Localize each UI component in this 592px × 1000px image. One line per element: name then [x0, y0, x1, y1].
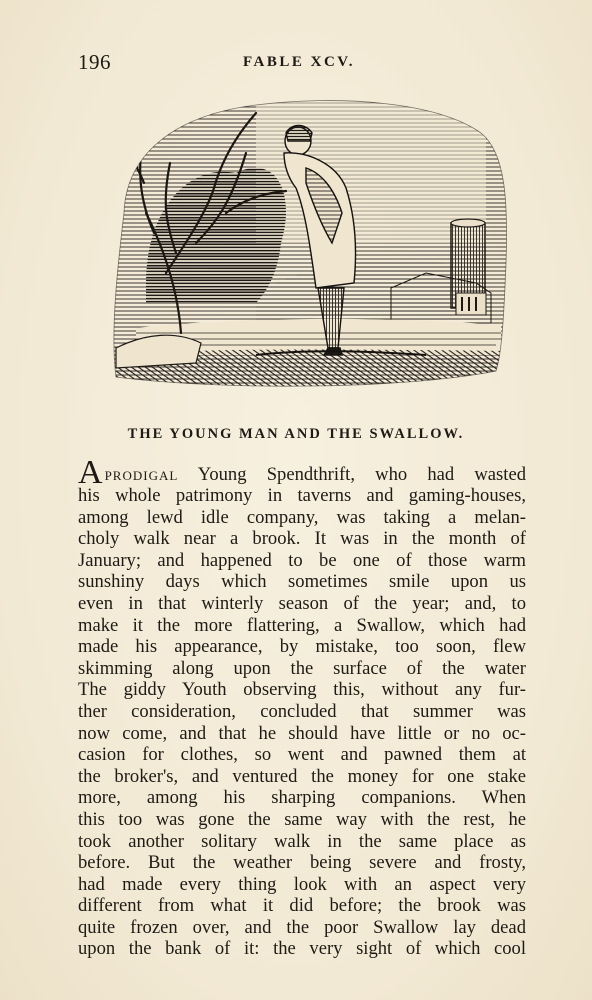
page-number: 196: [78, 50, 111, 74]
text-line: among lewd idle company, was taking a melan-: [78, 506, 526, 528]
text-line: this too was gone the same way with the rest, he: [78, 808, 526, 830]
text-line: the broker's, and ventured the money for one stake: [78, 765, 526, 787]
text-line: had made every thing look with an aspect very: [78, 873, 526, 895]
text-line: casion for clothes, so went and pawned them at: [78, 744, 526, 766]
running-title: FABLE XCV.: [243, 54, 355, 70]
opening-small-caps: PRODIGAL: [104, 468, 179, 483]
text-line: upon the bank of it: the very sight of which cool: [78, 938, 526, 960]
drop-cap: A: [78, 454, 103, 491]
text-line-1-rest: Young Spendthrift, who had wasted: [178, 464, 526, 485]
text-line: made his appearance, by mistake, too soon, flew: [78, 636, 526, 658]
woodcut-illustration: [106, 93, 510, 403]
fable-title: THE YOUNG MAN AND THE SWALLOW.: [127, 426, 465, 442]
text-line: quite frozen over, and the poor Swallow lay dead: [78, 916, 526, 938]
text-line: his whole patrimony in taverns and gaming-houses,: [78, 485, 526, 506]
text-line-1: [78, 454, 526, 491]
text-line: skimming along upon the surface of the water: [78, 657, 526, 679]
text-line: choly walk near a brook. It was in the month of: [78, 528, 526, 550]
text-line: took another solitary walk in the same place as: [78, 830, 526, 852]
text-line: even in that winterly season of the year; and, to: [78, 592, 526, 614]
text-line: January; and happened to be one of those warm: [78, 549, 526, 571]
text-line: before. But the weather being severe and frosty,: [78, 852, 526, 874]
fable-body-text: [78, 454, 526, 960]
woodcut-engraving-graphic: [106, 93, 510, 403]
text-line: make it the more flattering, a Swallow, which had: [78, 614, 526, 636]
text-line: ther consideration, concluded that summer was: [78, 700, 526, 722]
running-head: [78, 50, 528, 80]
text-line: now come, and that he should have little or no oc-: [78, 722, 526, 744]
text-line: The giddy Youth observing this, without any fur-: [78, 679, 526, 701]
text-line: different from what it did before; the brook was: [78, 895, 526, 917]
text-line: sunshiny days which sometimes smile upon us: [78, 571, 526, 593]
text-line: more, among his sharping companions. When: [78, 787, 526, 809]
